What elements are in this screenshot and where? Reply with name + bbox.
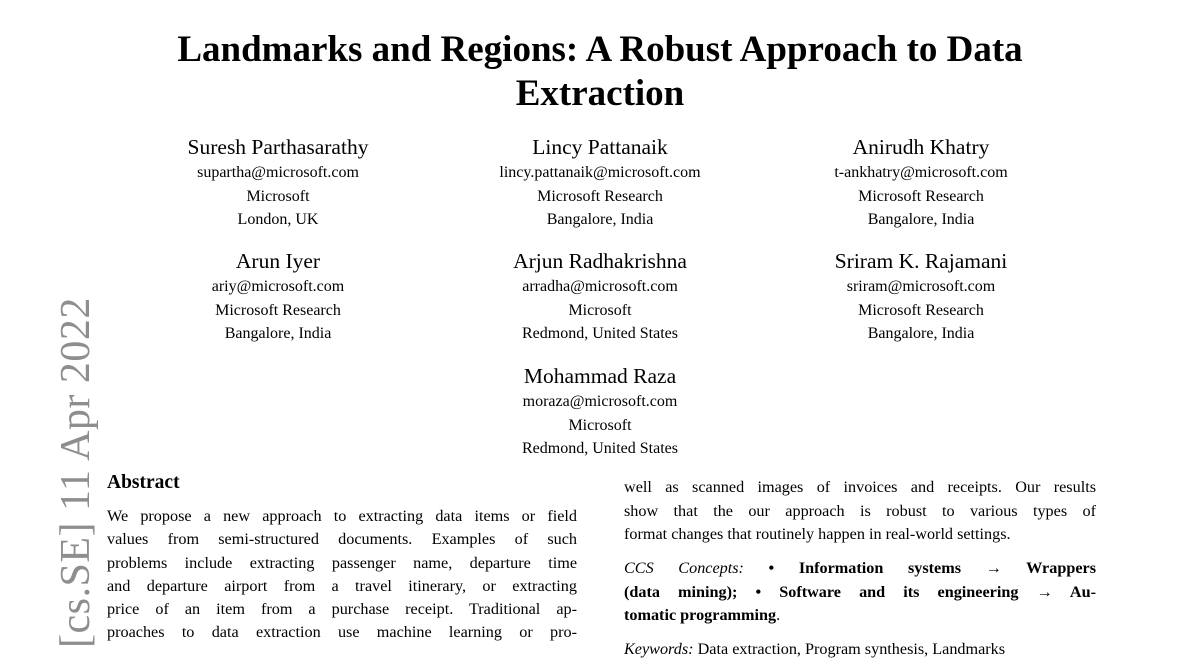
author-location: Bangalore, India — [867, 211, 975, 228]
abstract-heading: Abstract — [107, 472, 180, 493]
author-location: Redmond, United States — [522, 440, 678, 457]
author-name: Arjun Radhakrishna — [513, 249, 687, 273]
ccs-line1: • Information systems → Wrappers — [743, 559, 1096, 577]
author-affiliation: Microsoft Research — [215, 301, 341, 319]
author-block — [771, 248, 1071, 346]
author-email: ariy@microsoft.com — [211, 278, 345, 295]
abstract-line: values from semi-structured documents. Examples of such — [107, 530, 577, 549]
ccs-line — [624, 604, 1096, 628]
abstract-line: and departure airport from a travel itinerary, or extracting — [107, 576, 577, 595]
author-block — [128, 134, 428, 232]
author-affiliation: Microsoft — [568, 301, 632, 319]
ccs-line3-end: . — [776, 606, 781, 624]
author-block — [450, 363, 750, 461]
abstract-line: proaches to data extraction use machine learning or pro- — [107, 623, 577, 642]
author-location: Bangalore, India — [867, 325, 975, 342]
paper-title: Landmarks and Regions: A Robust Approach to Data Extraction — [177, 29, 1023, 114]
arxiv-stamp: [cs.SE] 11 Apr 2022 — [53, 297, 99, 648]
author-location: Bangalore, India — [224, 325, 332, 342]
abstract-right-column — [624, 476, 1096, 547]
author-name: Anirudh Khatry — [852, 135, 990, 159]
abstract-line: We propose a new approach to extracting data items or field — [107, 507, 577, 525]
abstract-left-column — [107, 505, 577, 645]
author-location: London, UK — [237, 211, 319, 228]
ccs-concepts — [624, 557, 1096, 628]
author-block — [450, 248, 750, 346]
author-block — [771, 134, 1071, 232]
author-name: Mohammad Raza — [523, 364, 677, 388]
author-affiliation: Microsoft — [246, 187, 310, 205]
author-email: moraza@microsoft.com — [522, 393, 678, 410]
author-email: supartha@microsoft.com — [197, 164, 359, 181]
keywords-text: Data extraction, Program synthesis, Landmarks — [693, 640, 1006, 658]
author-affiliation: Microsoft Research — [858, 301, 984, 319]
author-block — [128, 248, 428, 346]
author-block — [450, 134, 750, 232]
keywords-label: Keywords: — [624, 640, 694, 658]
abstract-line: problems include extracting passenger name, departure time — [107, 553, 577, 572]
author-name: Arun Iyer — [235, 249, 321, 273]
ccs-line — [624, 581, 1096, 605]
author-affiliation: Microsoft — [568, 416, 632, 434]
author-affiliation: Microsoft Research — [858, 187, 984, 205]
abstract-line: format changes that routinely happen in real-world settings. — [624, 525, 1011, 543]
author-name: Lincy Pattanaik — [532, 135, 668, 159]
ccs-line2: (data mining); • Software and its engineering → Au- — [624, 582, 1096, 601]
author-email: t-ankhatry@microsoft.com — [834, 164, 1008, 181]
author-location: Bangalore, India — [546, 211, 654, 228]
author-email: lincy.pattanaik@microsoft.com — [499, 164, 701, 181]
author-name: Suresh Parthasarathy — [187, 135, 369, 159]
abstract-line: show that the our approach is robust to various types of — [624, 501, 1096, 520]
abstract-line: well as scanned images of invoices and receipts. Our results — [624, 478, 1096, 496]
ccs-label: CCS Concepts: — [624, 559, 744, 577]
ccs-line3: tomatic programming — [624, 606, 777, 624]
ccs-line — [624, 557, 1096, 581]
author-name: Sriram K. Rajamani — [834, 249, 1008, 273]
author-affiliation: Microsoft Research — [537, 187, 663, 205]
author-email: sriram@microsoft.com — [846, 278, 996, 295]
author-location: Redmond, United States — [522, 325, 678, 342]
author-email: arradha@microsoft.com — [522, 278, 678, 295]
abstract-line: price of an item from a purchase receipt. Traditional ap- — [107, 600, 577, 619]
keywords — [624, 638, 1096, 658]
